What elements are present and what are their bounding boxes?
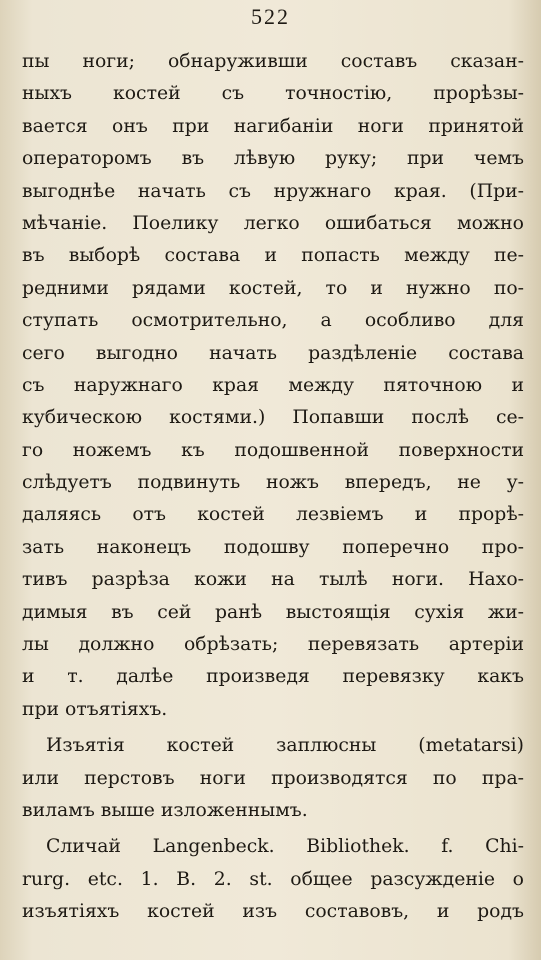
- text-line: кубическою костями.) Попавши послѣ се-: [22, 407, 524, 429]
- text-line: ступать осмотрительно, а особливо для: [22, 310, 524, 332]
- text-line: выгоднѣе начать съ нружнаго края. (При-: [22, 180, 524, 202]
- text-line: Изъятія костей заплюсны (metatarsi): [46, 735, 524, 757]
- text-line: го ножемъ къ подошвенной поверхности: [22, 439, 524, 461]
- text-line: мѣчаніе. Поелику легко ошибаться можно: [22, 212, 524, 234]
- text-line: виламъ выше изложеннымъ.: [22, 799, 308, 821]
- text-line: лы должно обрѣзать; перевязать артеріи: [22, 634, 524, 656]
- paragraph-1: [22, 46, 524, 726]
- page-number: 522: [251, 4, 290, 29]
- body-text: [22, 46, 524, 929]
- text-line: вается онъ при нагибаніи ноги принятой: [22, 115, 524, 137]
- text-line: и т. далѣе произведя перевязку какъ: [22, 666, 524, 688]
- text-line: въ выборѣ состава и попасть между пе-: [22, 245, 524, 267]
- paragraph-3: [22, 831, 524, 928]
- text-line: димыя въ сей ранѣ выстоящія сухія жи-: [22, 601, 524, 623]
- text-line: Сличай Langenbeck. Bibliothek. f. Chi-: [46, 836, 524, 858]
- paragraph-2: [22, 730, 524, 827]
- text-line: изъятіяхъ костей изъ составовъ, и родъ: [22, 901, 524, 923]
- text-line: слѣдуетъ подвинуть ножъ впередъ, не у-: [22, 472, 524, 494]
- text-line: зать наконецъ подошву поперечно про-: [22, 536, 524, 558]
- text-line: при отъятіяхъ.: [22, 698, 168, 720]
- text-line: rurg. etc. 1. B. 2. st. общее разсужденіе о: [22, 868, 524, 890]
- text-line: даляясь отъ костей лезвіемъ и прорѣ-: [22, 504, 524, 526]
- text-line: тивъ разрѣза кожи на тылѣ ноги. Нахо-: [22, 569, 524, 591]
- text-line: или перстовъ ноги производятся по пра-: [22, 767, 524, 789]
- text-line: съ наружнаго края между пяточною и: [22, 374, 524, 396]
- text-line: ныхъ костей съ точностію, прорѣзы-: [22, 83, 524, 105]
- text-line: редними рядами костей, то и нужно по-: [22, 277, 524, 299]
- text-line: пы ноги; обнаруживши составъ сказан-: [22, 51, 524, 72]
- text-line: сего выгодно начать раздѣленіе состава: [22, 342, 524, 364]
- text-line: операторомъ въ лѣвую руку; при чемъ: [22, 148, 524, 170]
